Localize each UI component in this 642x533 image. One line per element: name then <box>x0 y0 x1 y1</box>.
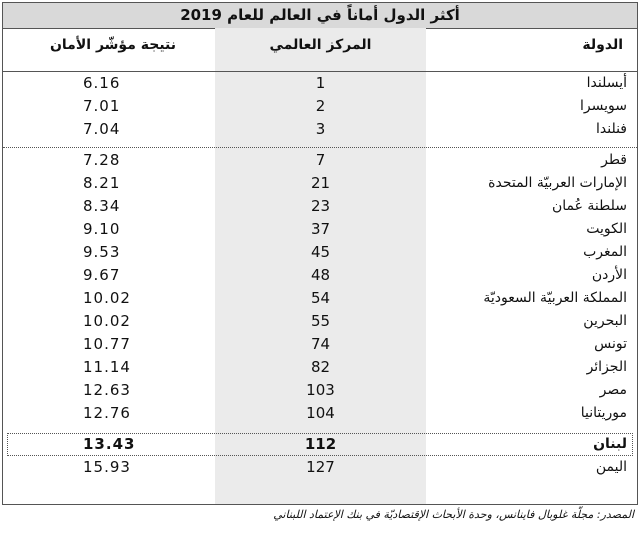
rank-cell: 1 <box>315 74 326 92</box>
country-cell: اليمن <box>595 459 627 475</box>
rank-cell: 112 <box>304 435 337 453</box>
rank-cell: 21 <box>310 174 331 192</box>
score-cell: 12.76 <box>83 404 131 422</box>
table-row <box>3 195 637 218</box>
score-cell: 8.34 <box>83 197 121 215</box>
rank-cell: 7 <box>315 151 326 169</box>
group-divider <box>3 147 637 148</box>
score-cell: 10.02 <box>83 289 131 307</box>
country-cell: المغرب <box>583 244 627 260</box>
table-row <box>3 172 637 195</box>
table-row <box>3 456 637 479</box>
rank-cell: 3 <box>315 120 326 138</box>
country-cell: أيسلندا <box>586 75 627 91</box>
country-cell: الجزائر <box>586 359 627 375</box>
score-cell: 13.43 <box>83 435 136 453</box>
country-cell: سويسرا <box>580 98 627 114</box>
country-cell: سلطنة عُمان <box>551 198 627 214</box>
country-cell: لبنان <box>593 436 627 452</box>
score-cell: 11.14 <box>83 358 131 376</box>
rank-cell: 127 <box>306 458 335 476</box>
table-row <box>3 72 637 95</box>
rank-cell: 23 <box>310 197 331 215</box>
score-cell: 9.53 <box>83 243 121 261</box>
rank-cell: 2 <box>315 97 326 115</box>
country-cell: تونس <box>594 336 627 352</box>
header-score: نتيجة مؤشّر الأمان <box>49 37 177 53</box>
country-cell: الإمارات العربيّة المتحدة <box>488 175 627 191</box>
score-cell: 6.16 <box>83 74 121 92</box>
country-cell: الكويت <box>586 221 627 237</box>
table-title: أكثر الدول أماناً في العالم للعام 2019 <box>3 3 637 29</box>
table-row <box>3 241 637 264</box>
table-row <box>3 118 637 141</box>
rank-cell: 82 <box>310 358 331 376</box>
rank-cell: 74 <box>310 335 331 353</box>
rank-cell: 103 <box>306 381 335 399</box>
score-cell: 7.04 <box>83 120 121 138</box>
table-row <box>3 218 637 241</box>
table-row <box>3 149 637 172</box>
score-cell: 9.67 <box>83 266 121 284</box>
country-cell: قطر <box>601 152 627 168</box>
score-cell: 8.21 <box>83 174 121 192</box>
country-cell: البحرين <box>583 313 627 329</box>
source-note: المصدر: مجلّة غلوبال فاينانس، وحدة الأبحاث الإقتصاديّة في بنك الإعتماد اللبناني <box>273 508 634 521</box>
score-cell: 7.01 <box>83 97 121 115</box>
score-cell: 12.63 <box>83 381 131 399</box>
table-row <box>3 433 637 456</box>
country-cell: فنلندا <box>595 121 627 137</box>
table-row <box>3 264 637 287</box>
rank-cell: 45 <box>310 243 331 261</box>
country-cell: مصر <box>599 382 627 398</box>
country-cell: موريتانيا <box>580 405 627 421</box>
table-row <box>3 310 637 333</box>
rank-cell: 104 <box>306 404 335 422</box>
table-row <box>3 356 637 379</box>
country-cell: المملكة العربيّة السعوديّة <box>483 290 627 306</box>
table-row <box>3 333 637 356</box>
table-row <box>3 95 637 118</box>
rank-cell: 48 <box>310 266 331 284</box>
rank-cell: 37 <box>310 220 331 238</box>
header-rank: المركز العالمي <box>269 37 372 53</box>
score-cell: 10.02 <box>83 312 131 330</box>
score-cell: 7.28 <box>83 151 121 169</box>
table-row <box>3 379 637 402</box>
table-frame <box>2 2 638 505</box>
rank-cell: 55 <box>310 312 331 330</box>
score-cell: 9.10 <box>83 220 121 238</box>
rank-cell: 54 <box>310 289 331 307</box>
score-cell: 15.93 <box>83 458 131 476</box>
header-country: الدولة <box>582 37 623 53</box>
table-row <box>3 287 637 310</box>
country-cell: الأردن <box>591 267 627 283</box>
table-row <box>3 402 637 425</box>
score-cell: 10.77 <box>83 335 131 353</box>
